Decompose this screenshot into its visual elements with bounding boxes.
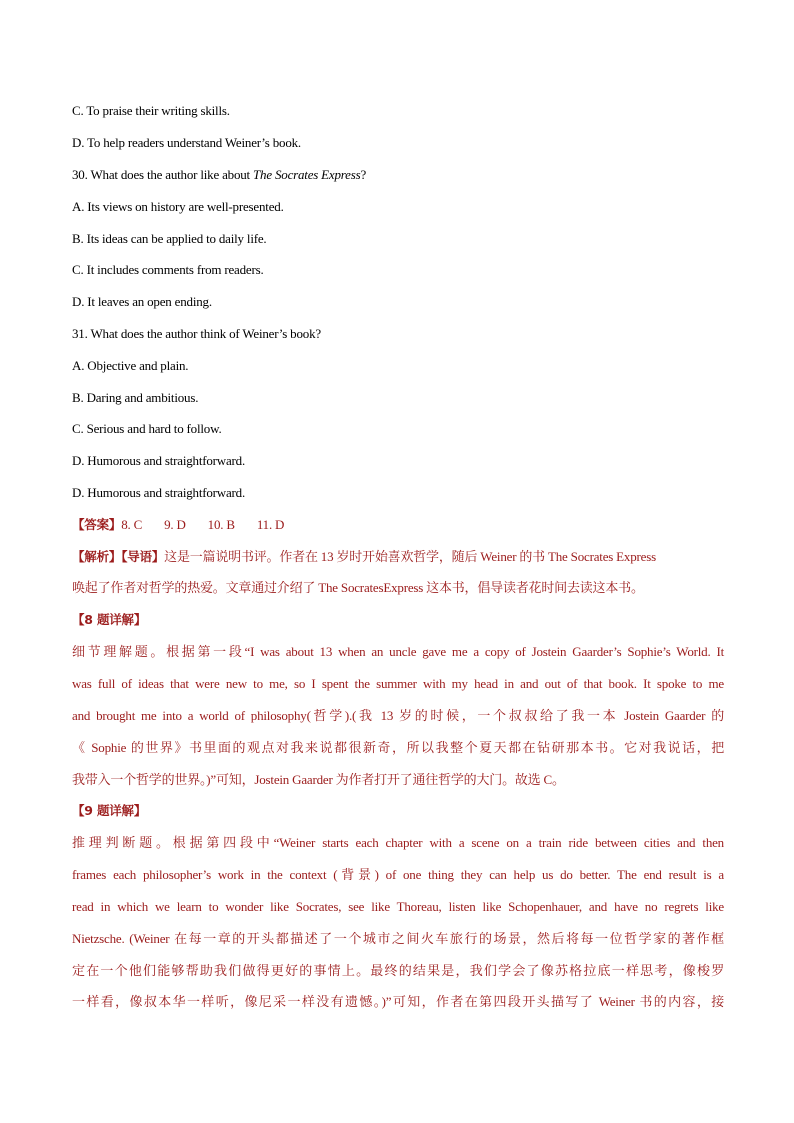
q30-option-a: A. Its views on history are well-presented. xyxy=(72,199,284,214)
answer-list xyxy=(121,517,306,532)
q29-option-c: C. To praise their writing skills. xyxy=(72,103,230,118)
detail-9-line: 推理判断题。根据第四段中“Weiner starts each chapter with a scene on a train ride between cities and then xyxy=(72,835,724,850)
q31-stem: 31. What does the author think of Weiner’s book? xyxy=(72,326,321,341)
detail-8-line: 细节理解题。根据第一段“I was about 13 when an uncle gave me a copy of Jostein Gaarder’s Sophie’s World. It xyxy=(72,644,724,659)
q30-stem-book-title: The Socrates Express xyxy=(253,167,361,182)
q29-option-d: D. To help readers understand Weiner’s book. xyxy=(72,135,301,150)
detail-8-line: 我带入一个哲学的世界。)”可知，Jostein Gaarder 为作者打开了通往哲学的大门。故选 C。 xyxy=(72,772,565,787)
detail-9-line: frames each philosopher’s work in the context (背景) of one thing they can help us do better. The end result is a xyxy=(72,867,724,882)
analysis-line-1 xyxy=(72,548,656,566)
q30-option-b: B. Its ideas can be applied to daily life. xyxy=(72,231,267,246)
answer-item: 10. B xyxy=(207,517,235,532)
q31-option-a: A. Objective and plain. xyxy=(72,358,189,373)
q31-option-d: D. Humorous and straightforward. xyxy=(72,453,246,468)
q30-stem-prefix: 30. What does the author like about xyxy=(72,167,254,182)
detail-9-line: read in which we learn to wonder like Socrates, see like Thoreau, listen like Schopenhauer, and have no regrets like xyxy=(72,899,724,914)
q31-option-c: C. Serious and hard to follow. xyxy=(72,421,222,436)
detail-9-line: Nietzsche. (Weiner 在每一章的开头都描述了一个城市之间火车旅行的场景，然后将每一位哲学家的著作框 xyxy=(72,931,724,946)
analysis-line-2: 唤起了作者对哲学的热爱。文章通过介绍了 The SocratesExpress 这本书，倡导读者花时间去读这本书。 xyxy=(72,580,644,595)
q30-stem-suffix: ? xyxy=(360,167,367,182)
analysis-text-1: 这是一篇说明书评。作者在 13 岁时开始喜欢哲学，随后 Weiner 的书 The Socrates Express xyxy=(164,549,656,564)
analysis-tag: 【解析】【导语】 xyxy=(72,549,165,564)
answer-item: 9. D xyxy=(164,517,186,532)
detail-9-heading: 【9 题详解】 xyxy=(72,803,147,818)
detail-8-line: 《 Sophie 的世界》书里面的观点对我来说都很新奇，所以我整个夏天都在钻研那本书。它对我说话，把 xyxy=(72,740,724,755)
answer-tag: 【答案】 xyxy=(72,517,122,532)
q30-option-c: C. It includes comments from readers. xyxy=(72,262,264,277)
q30-stem xyxy=(72,166,366,184)
answer-item: 11. D xyxy=(256,517,285,532)
answer-item: 8. C xyxy=(121,517,143,532)
q30-option-d: D. It leaves an open ending. xyxy=(72,294,212,309)
q31-option-b: B. Daring and ambitious. xyxy=(72,390,199,405)
detail-8-heading: 【8 题详解】 xyxy=(72,612,147,627)
detail-9-line: 一样看，像叔本华一样听，像尼采一样没有遗憾。)”可知，作者在第四段开头描写了 Weiner 书的内容，接 xyxy=(72,994,724,1009)
detail-8-line: and brought me into a world of philosophy(哲学).(我 13 岁的时候，一个叔叔给了我一本 Jostein Gaarder 的 xyxy=(72,708,724,723)
detail-9-line: 定在一个他们能够帮助我们做得更好的事情上。最终的结果是，我们学会了像苏格拉底一样思考，像梭罗 xyxy=(72,963,724,978)
q31-option-d-repeat: D. Humorous and straightforward. xyxy=(72,485,246,500)
detail-8-line: was full of ideas that were new to me, so I spent the summer with my head in and out of that book. It spoke to me xyxy=(72,676,724,691)
answer-line xyxy=(72,516,306,534)
